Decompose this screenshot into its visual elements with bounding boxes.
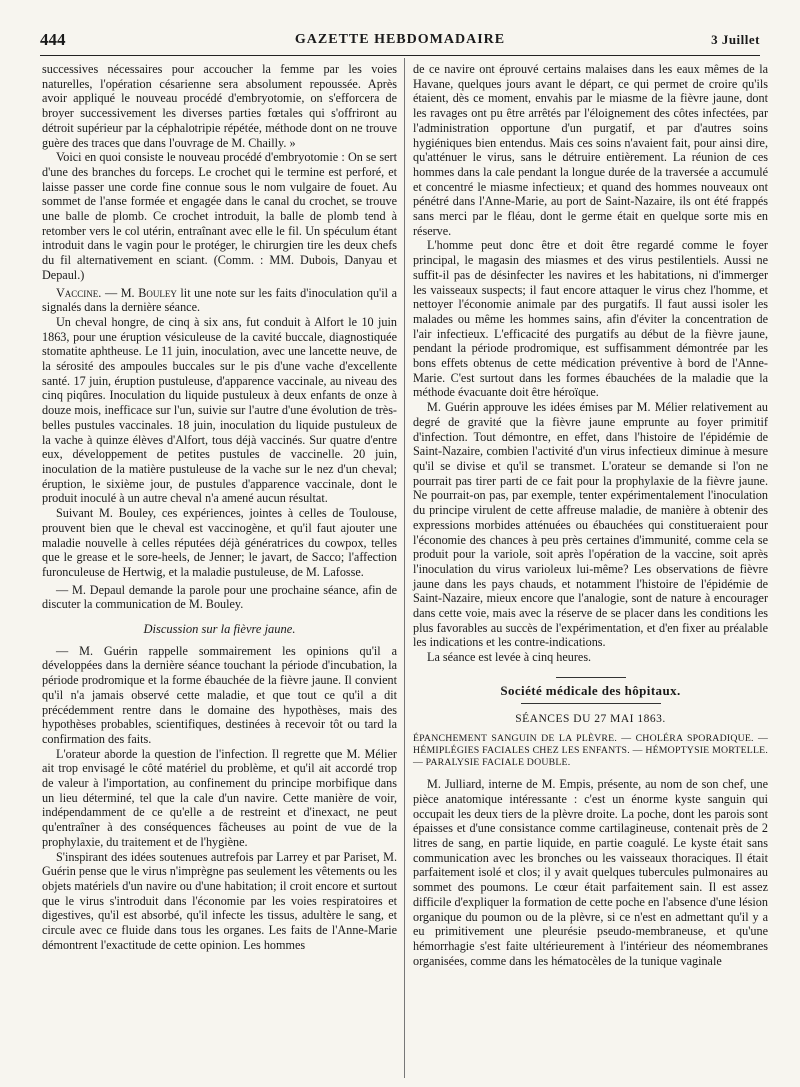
paragraph: successives nécessaires pour accoucher la femme par les voies naturelles, l'opération césarienne sera absolument repoussée. Après avoir appliqué le nouveau procédé d'embryotomie, on s'efforcera de broyer successivement les diverses parties fœtales qui s'offriront au détroit supérieur par la céphalotripie répétée, méthode dont on ne trouve guère des traces que dans l'ouvrage de M. Chailly. »: [42, 62, 397, 150]
paragraph: M. Guérin approuve les idées émises par M. Mélier relativement au degré de gravité que la fièvre jaune emprunte au foyer primitif d'infection. Tout démontre, en effet, dans l'histoire de l'épidémie de Saint-Nazaire, combien l'activité d'un virus infectieux diminue à mesure qu'il se divise et qu'il se transmet. L'orateur se demande si l'on ne pourrait pas tirer parti de ce fait pour la prophylaxie de la fièvre jaune. Ne pourrait-on pas, par exemple, tenter expérimentalement l'inoculation du principe virulent de cette affreuse maladie, de manière à obtenir des expressions morbides atténuées ou ébauchées qui constitueraient pour l'économie des chances à peu près certaines d'immunité, comme cela se produit pour la variole, soit après l'opération de la vaccine, soit après l'inoculation du virus varioleux lui-même? Les observations de fièvre jaune dans les pays chauds, et notamment l'histoire de l'épidémie de Saint-Nazaire, mieux encore que l'analogie, sont de nature à encourager dans cette voie, mais avec la réserve de se placer dans les conditions les plus favorables au succès de l'expérimentation, et d'en fixer au préalable les indications et les contre-indications.: [413, 400, 768, 650]
header-rule: [40, 55, 760, 56]
paragraph: — M. Guérin rappelle sommairement les opinions qu'il a développées dans la dernière séance touchant la période d'incubation, la période prodromique et la forme ébauchée de la fièvre jaune. Il convient qu'il n'a jamais observé cette maladie, et que tout ce qu'il a dit précédemment rentre dans le domaine des hypothèses, mais des hypothèses probables, scientifiques, destinées à recevoir tôt ou tard la confirmation des faits.: [42, 643, 397, 746]
paragraph: Voici en quoi consiste le nouveau procédé d'embryotomie : On se sert d'une des branches du forceps. Le crochet qui le termine est perforé, et laisse passer une corde fine connue sous le nom vulgaire de fouet. Au sommet de l'anse formée et engagée dans le canal du crochet, se trouve une balle de plomb. Ce crochet introduit, la balle de plomb tend à retomber vers le col utérin, entraînant avec elle le fil. Un spéculum étant introduit dans le vagin pour le protéger, le chirurgien tire les deux chefs du fil alternativement en sciant. (Comm. : MM. Dubois, Danyau et Depaul.): [42, 150, 397, 282]
paragraph: La séance est levée à cinq heures.: [427, 650, 592, 665]
column-divider: [404, 58, 405, 1078]
paragraph: L'homme peut donc être et doit être regardé comme le foyer principal, le magasin des miasmes et des virus pestilentiels. Aussi ne suffit-il pas de désinfecter les navires et les habitations, ni d'immerger les vaisseaux suspects; il faut encore attaquer le virus chez l'homme, et nettoyer l'économie animale par des purgatifs. Il faut aussi isoler les malades ou même les hommes sains, afin d'éviter la concentration de l'air infectieux. L'efficacité des purgatifs au début de la fièvre jaune, pendant la période prodromique, est suffisamment démontrée par les bons effets obtenus de cette médication préventive à bord de l'Anne-Marie. C'est surtout dans les formes ébauchées de la maladie que la méthode évacuante doit être héroïque.: [413, 238, 768, 400]
summary-topics: ÉPANCHEMENT SANGUIN DE LA PLÈVRE. — CHOLÉRA SPORADIQUE. — HÉMIPLÉGIES FACIALES CHEZ LES ENFANTS. — HÉMOPTYSIE MORTELLE. — PARALYSIE FACIALE DOUBLE.: [413, 733, 768, 769]
paragraph-text: lit une note sur les faits d'inoculation qu'il a signalés dans la dernière séance.: [42, 285, 398, 315]
paragraph: M. Julliard, interne de M. Empis, présente, au nom de son chef, une pièce anatomique intéressante : c'est un énorme kyste sanguin qui occupait les deux tiers de la plèvre droite. La poche, dont les parois sont épaisses et d'une consistance comme cartilagineuse, contenait près de 2 litres de sang, en partie liquide, en partie coagulé. Le kyste était sans communication avec les bronches ou les vaisseaux thoraciques. Il était parfaitement isolé et clos; il y avait quelques tubercules pulmonaires au sommet des poumons. Le cœur était parfaitement sain. Il est assez difficile d'expliquer la formation de cette poche en l'absence d'une lésion organique du poumon ou de la plèvre, si ce n'est en admettant qu'il y a eu primitivement une pleurésie pseudo-membraneuse, et qu'une hémorrhagie s'est faite ultérieurement à l'intérieur des néomembranes organisées, comme dans les hématocèles de la tunique vaginale: [413, 777, 768, 968]
left-column: [42, 62, 397, 952]
section-rule: [556, 677, 626, 678]
paragraph: Un cheval hongre, de cinq à six ans, fut conduit à Alfort le 10 juin 1863, pour une éruption vésiculeuse de la cavité buccale, diagnostiquée stomatite aphtheuse. Le 11 juin, inoculation, avec une lancette neuve, de la sérosité des ampoules buccales sur le pis d'une vache d'excellente santé. 17 juin, éruption pustuleuse, d'apparence vaccinale, au niveau des cinq piqûres. Inoculation du liquide pustuleux à deux enfants de onze à douze mois, inefficace sur l'un, suivie sur l'autre d'une évolution de très-belles pustules vaccinales. 18 juin, inoculation du liquide pustuleux de la vache à quinze élèves d'Alfort, tous déjà vaccinés. Sur quatre d'entre eux, développement de petites pustules de vaccinelle. 20 juin, inoculation de la matière pustuleuse de la vache sur le nez d'un cheval; éruption, le sixième jour, de pustules d'apparence vaccinale, dont le produit inoculé à un autre cheval n'a amené aucun résultat.: [42, 314, 397, 506]
page-number: 444: [40, 30, 66, 49]
journal-title: GAZETTE HEBDOMADAIRE: [294, 32, 506, 47]
paragraph: Suivant M. Bouley, ces expériences, jointes à celles de Toulouse, prouvent bien que le cheval est vaccinogène, et qu'il faut ajouter une maladie nouvelle à celles réputées déjà génératrices du cowpox, telles que le grease et le sore-heels, de Jenner; le javart, de Sacco; l'affection furonculeuse de Hertwig, et la maladie pustuleuse, de M. Lafosse.: [42, 506, 397, 579]
paragraph: S'inspirant des idées soutenues autrefois par Larrey et par Pariset, M. Guérin pense que le virus n'imprègne pas seulement les vêtements ou les objets matériels d'un navire ou d'une habitation; il croit encore et surtout que le virus s'introduit dans l'économie par les voies respiratoires et digestives, qu'il est absorbé, qu'il infecte les tissus, adultère le sang, et circule avec ce fluide dans tous les organes. Les faits de l'Anne-Marie démontrent l'exactitude de cette opinion. Les hommes: [42, 849, 397, 952]
issue-date: 3 Juillet: [711, 32, 760, 47]
section-lead: Vaccine. — M. Bouley: [56, 285, 177, 300]
society-heading: Société médicale des hôpitaux.: [500, 682, 681, 698]
section-rule: [521, 703, 661, 704]
sessions-date: SÉANCES DU 27 MAI 1863.: [515, 712, 666, 725]
page-header: [40, 30, 760, 52]
paragraph: L'orateur aborde la question de l'infection. Il regrette que M. Mélier ait trop envisagé le côté matériel du problème, et qu'il ait accordé trop de valeur à l'importation, au confinement du principe morbifique dans un lieu déterminé, tel que la cale d'un navire. Cette manière de voir, indépendamment de ce qu'elle a de restreint et d'inexact, ne peut qu'entraîner à des conséquences fâcheuses au point de vue de la prophylaxie, du traitement et de l'hygiène.: [42, 746, 397, 849]
paragraph: [42, 286, 397, 315]
right-column: [413, 62, 768, 968]
paragraph: de ce navire ont éprouvé certains malaises dans les eaux mêmes de la Havane, quelques jours avant le départ, ce qui permet de croire qu'ils étaient, dès ce moment, envahis par le miasme de la fièvre jaune, dont les ravages ont pu être arrêtés par l'éloignement des côtes infectées, par l'administration opportune d'un purgatif, et par d'autres soins hygiéniques bien entendus. Mais ces soins n'avaient fait, pour ainsi dire, qu'atténuer le virus, sans le détruire entièrement. La réunion de ces hommes dans la cale pendant la longue durée de la traversée a accumulé et concentré le miasme infectieux; et quand des hommes nouveaux ont pénétré dans l'Anne-Marie, au port de Saint-Nazaire, ils ont été frappés sans merci par le fléau, dont le germe était en quelque sorte mis en réserve.: [413, 62, 768, 238]
discussion-heading: Discussion sur la fièvre jaune.: [143, 622, 296, 637]
paragraph: — M. Depaul demande la parole pour une prochaine séance, afin de discuter la communication de M. Bouley.: [42, 582, 397, 612]
